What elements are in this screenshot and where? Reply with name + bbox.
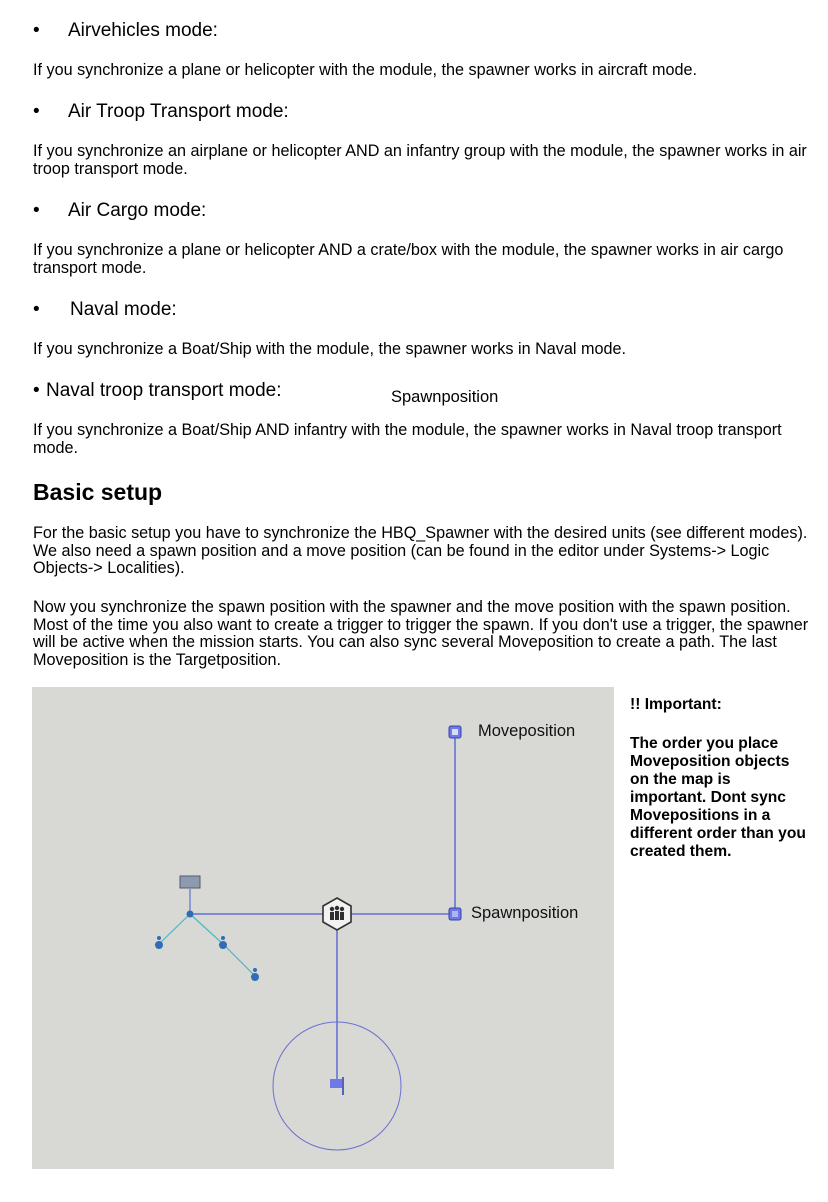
trigger-flag-icon	[330, 1077, 343, 1095]
group-link	[159, 914, 190, 944]
important-title: !! Important:	[630, 696, 722, 713]
group-link	[223, 944, 255, 976]
infantry-unit-icon	[251, 968, 259, 981]
bullet-dot: •	[33, 200, 40, 221]
paragraph: Now you synchronize the spawn position with the spawner and the move position with the spawn position. Most of the time you also want to create a trigger to trigger the spawn. If you don't use a trigger, the spawner will be active when the mission starts. You can also sync several Moveposition to create a path. The last Moveposition is the Targetposition.	[33, 598, 809, 669]
mode-description: If you synchronize a plane or helicopter with the module, the spawner works in aircraft mode.	[33, 61, 698, 79]
important-body: The order you place Moveposition objects on the map is important. Dont sync Movepositions in a different order than you created them.	[630, 735, 806, 860]
mode-title: Airvehicles mode:	[68, 20, 218, 41]
mode-description: If you synchronize a plane or helicopter AND a crate/box with the module, the spawner works in air cargo transport mode.	[33, 241, 784, 277]
bullet-dot: •	[33, 101, 40, 122]
moveposition-label: Moveposition	[478, 722, 576, 740]
moveposition-marker-icon	[449, 726, 461, 738]
mode-title: Air Cargo mode:	[68, 200, 207, 221]
infantry-unit-icon	[155, 936, 163, 949]
crate-marker-icon	[180, 876, 200, 888]
bullet-dot: •	[33, 299, 40, 320]
group-link	[190, 914, 223, 944]
stray-spawnposition-label: Spawnposition	[391, 388, 499, 406]
mode-title: Naval mode:	[70, 299, 177, 320]
spawnposition-label: Spawnposition	[471, 904, 579, 922]
paragraph: For the basic setup you have to synchronize the HBQ_Spawner with the desired units (see different modes). We also need a spawn position and a move position (can be found in the editor under Systems-> Logic Objects-> Localities).	[33, 524, 808, 577]
important-note	[630, 696, 810, 861]
spawnposition-marker-icon	[449, 908, 461, 920]
mode-description: If you synchronize a Boat/Ship AND infantry with the module, the spawner works in Naval troop transport mode.	[33, 421, 782, 457]
mode-description: If you synchronize a Boat/Ship with the module, the spawner works in Naval mode.	[33, 340, 626, 358]
bullet-dot: •	[33, 380, 40, 401]
editor-map-diagram	[32, 687, 614, 1169]
mode-description: If you synchronize an airplane or helicopter AND an infantry group with the module, the spawner works in air troop transport mode.	[33, 142, 807, 178]
group-leader-icon	[187, 911, 194, 918]
bullet-dot: •	[33, 20, 40, 41]
mode-title: Air Troop Transport mode:	[68, 101, 289, 122]
mode-title: Naval troop transport mode:	[46, 380, 282, 401]
spawner-module-icon	[323, 898, 351, 930]
section-heading: Basic setup	[33, 479, 163, 505]
infantry-unit-icon	[219, 936, 227, 949]
diagram-canvas	[32, 687, 614, 1169]
